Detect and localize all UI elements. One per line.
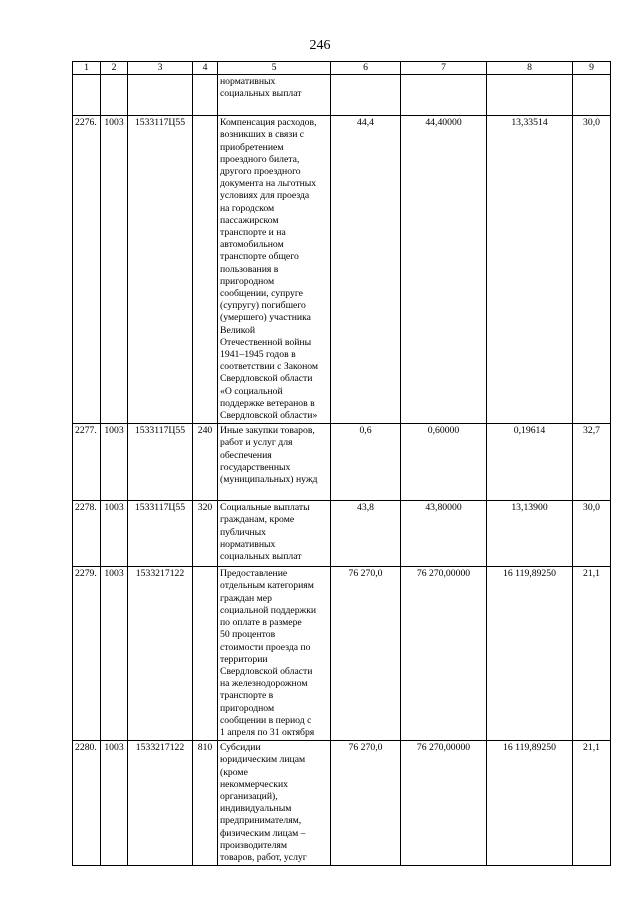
executed-amount: 13,33514 — [487, 116, 573, 424]
section-code: 1003 — [101, 567, 128, 741]
row-number: 2279. — [73, 567, 101, 741]
section-code — [101, 75, 128, 116]
expense-kind — [193, 567, 218, 741]
column-header: 6 — [331, 62, 401, 75]
table-row — [73, 567, 611, 741]
expense-kind: 810 — [193, 741, 218, 866]
row-description: Иные закупки товаров, работ и услуг для обеспечения государственных (муниципальных) нужд — [218, 424, 331, 501]
executed-amount — [487, 75, 573, 116]
planned-amount — [331, 75, 401, 116]
continuation-row — [73, 75, 611, 116]
approved-amount: 43,80000 — [401, 501, 487, 567]
header-row — [73, 62, 611, 75]
approved-amount: 76 270,00000 — [401, 567, 487, 741]
planned-amount: 44,4 — [331, 116, 401, 424]
target-code: 1533117Ц55 — [128, 424, 193, 501]
target-code: 1533117Ц55 — [128, 501, 193, 567]
execution-percent: 21,1 — [573, 567, 611, 741]
planned-amount: 76 270,0 — [331, 567, 401, 741]
column-header: 3 — [128, 62, 193, 75]
execution-percent: 21,1 — [573, 741, 611, 866]
column-header: 9 — [573, 62, 611, 75]
executed-amount: 16 119,89250 — [487, 567, 573, 741]
target-code: 1533217122 — [128, 741, 193, 866]
executed-amount: 0,19614 — [487, 424, 573, 501]
column-header: 5 — [218, 62, 331, 75]
expense-kind: 240 — [193, 424, 218, 501]
row-description: Предоставление отдельным категориям граждан мер социальной поддержки по оплате в размере 50 процентов стоимости проезда по территории Свердловской области на железнодорожном транспорте в пригородном сообщении в период с 1 апреля по 31 октября — [218, 567, 331, 741]
section-code: 1003 — [101, 741, 128, 866]
execution-percent: 30,0 — [573, 116, 611, 424]
row-number: 2278. — [73, 501, 101, 567]
column-header: 8 — [487, 62, 573, 75]
table-row — [73, 741, 611, 866]
row-description: Субсидии юридическим лицам (кроме некоммерческих организаций), индивидуальным предпринимателям, физическим лицам – производителям товаров, работ, услуг — [218, 741, 331, 866]
execution-percent: 30,0 — [573, 501, 611, 567]
section-code: 1003 — [101, 424, 128, 501]
row-number — [73, 75, 101, 116]
column-header: 4 — [193, 62, 218, 75]
approved-amount: 0,60000 — [401, 424, 487, 501]
column-header: 2 — [101, 62, 128, 75]
table-row — [73, 501, 611, 567]
row-number: 2277. — [73, 424, 101, 501]
row-description: Социальные выплаты гражданам, кроме публичных нормативных социальных выплат — [218, 501, 331, 567]
expense-kind — [193, 116, 218, 424]
planned-amount: 43,8 — [331, 501, 401, 567]
row-description: Компенсация расходов, возникших в связи с приобретением проездного билета, другого проездного документа на льготных условиях для проезда на городском пассажирском транспорте и на автомобильном транспорте общего пользования в пригородном сообщении, супруге (супругу) погибшего (умершего) участника Великой Отечественной войны 1941–1945 годов в соответствии с Законом Свердловской области «О социальной поддержке ветеранов в Свердловской области» — [218, 116, 331, 424]
expense-kind — [193, 75, 218, 116]
column-header: 7 — [401, 62, 487, 75]
executed-amount: 16 119,89250 — [487, 741, 573, 866]
executed-amount: 13,13900 — [487, 501, 573, 567]
execution-percent: 32,7 — [573, 424, 611, 501]
approved-amount: 76 270,00000 — [401, 741, 487, 866]
approved-amount: 44,40000 — [401, 116, 487, 424]
table-row — [73, 424, 611, 501]
target-code: 1533117Ц55 — [128, 116, 193, 424]
row-number: 2280. — [73, 741, 101, 866]
expense-kind: 320 — [193, 501, 218, 567]
section-code: 1003 — [101, 116, 128, 424]
row-number: 2276. — [73, 116, 101, 424]
planned-amount: 76 270,0 — [331, 741, 401, 866]
row-description: нормативных социальных выплат — [218, 75, 331, 116]
approved-amount — [401, 75, 487, 116]
target-code — [128, 75, 193, 116]
execution-percent — [573, 75, 611, 116]
page-number: 246 — [309, 38, 331, 53]
budget-table — [72, 61, 611, 866]
target-code: 1533217122 — [128, 567, 193, 741]
table-row — [73, 116, 611, 424]
planned-amount: 0,6 — [331, 424, 401, 501]
column-header: 1 — [73, 62, 101, 75]
section-code: 1003 — [101, 501, 128, 567]
